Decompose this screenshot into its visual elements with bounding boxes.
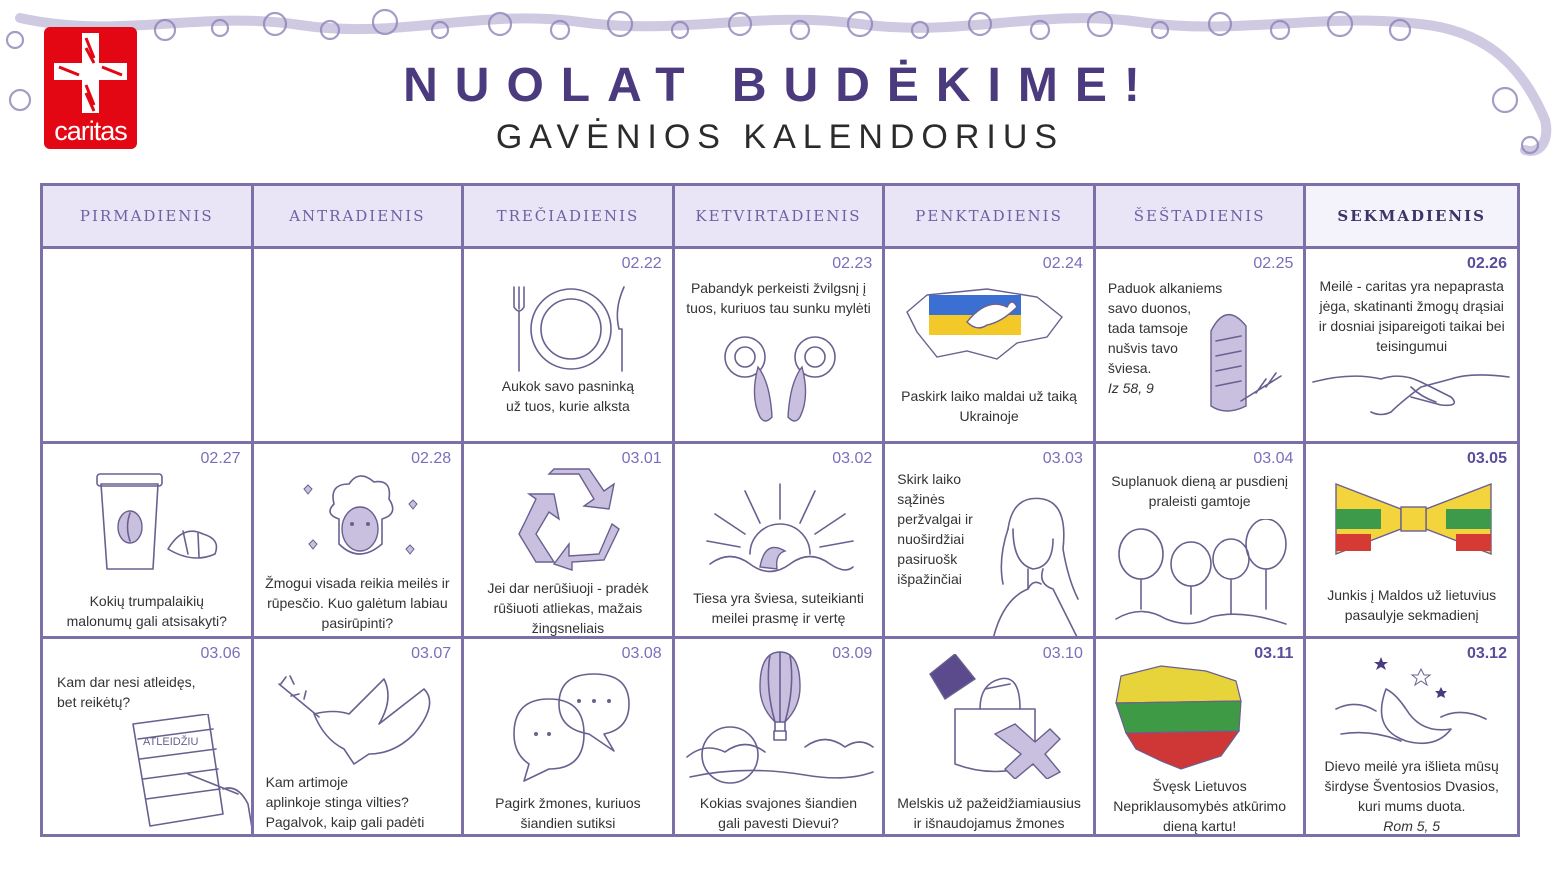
hot-air-balloon-icon [685, 647, 875, 787]
cell-text: nušvis tavo [1107, 340, 1178, 356]
cell-text: Tiesa yra šviesa, suteikianti [693, 590, 864, 606]
cell-text: Melskis už pažeidžiamiausius [897, 795, 1081, 811]
calendar-cell-0303 [885, 444, 1096, 639]
day-header-thursday: KETVIRTADIENIS [675, 186, 886, 249]
coffee-croissant-icon [93, 469, 223, 574]
cell-text: Kam dar nesi atleidęs, [57, 674, 196, 690]
cell-text: pasirūpinti? [321, 615, 394, 631]
cell-text: nuoširdžiai [897, 531, 965, 547]
cell-text: Meilė - caritas yra nepaprasta [1319, 278, 1504, 294]
moon-stars-icon [1331, 649, 1491, 754]
cell-text: širdyse Šventosios Dvasios, [1324, 778, 1499, 794]
calendar-cell-0311 [1096, 639, 1307, 834]
cell-date: 02.25 [1253, 255, 1294, 272]
cell-text: kuri mums duota. [1358, 798, 1466, 814]
cell-date: 02.26 [1466, 255, 1507, 272]
calendar-cell-0226 [1306, 249, 1517, 444]
calendar-cell-0227 [43, 444, 254, 639]
calendar-cell-0228 [254, 444, 465, 639]
calendar-cell-empty [254, 249, 465, 444]
cell-date: 03.08 [621, 645, 662, 662]
lent-calendar [40, 183, 1520, 837]
cell-text: Junkis į Maldos už lietuvius [1327, 587, 1497, 603]
calendar-cell-0306 [43, 639, 254, 834]
cell-text: Ukrainoje [959, 408, 1019, 424]
bow-tie-icon [1331, 479, 1496, 559]
notebook-writing-icon [128, 714, 253, 834]
bread-icon [1196, 301, 1291, 419]
cell-date: 02.23 [832, 255, 873, 272]
sunrise-wave-icon [705, 479, 855, 579]
scripture-reference: Iz 58, 9 [1107, 380, 1154, 396]
cell-text: išpažinčiai [897, 571, 962, 587]
cell-date: 03.09 [832, 645, 873, 662]
cell-text: aplinkoje stinga vilties? [265, 794, 409, 810]
cell-text: Švęsk Lietuvos [1152, 778, 1247, 794]
day-header-friday: PENKTADIENIS [885, 186, 1096, 249]
calendar-cell-0222 [464, 249, 675, 444]
cell-text: šiandien sutiksi [520, 815, 616, 831]
cell-text: už tuos, kurie alksta [506, 398, 630, 414]
cell-text: žingsneliais [531, 620, 605, 636]
cell-date: 03.04 [1253, 450, 1294, 467]
cell-text: bet reikėtų? [57, 694, 131, 710]
pocket-cross-icon [925, 654, 1065, 779]
cell-text: malonumų gali atsisakyti? [66, 613, 227, 629]
cell-text: rūšiuoti atliekas, mažais [493, 600, 643, 616]
cell-date: 03.10 [1042, 645, 1083, 662]
cell-text: meilei prasmę ir vertę [711, 610, 846, 626]
cell-text: jėga, skatinanti žmogų drąsiai [1319, 298, 1504, 314]
speech-bubbles-icon [504, 669, 634, 784]
trees-icon [1111, 519, 1291, 634]
calendar-cell-0309 [675, 639, 886, 834]
cell-text: ir dosniai įsipareigoti taikai bei [1318, 318, 1505, 334]
thinking-woman-icon [983, 489, 1083, 639]
page-title: NUOLAT BUDĖKIME! [403, 59, 1157, 112]
logo-text: caritas [54, 116, 127, 146]
calendar-cell-0307 [254, 639, 465, 834]
calendar-cell-empty [43, 249, 254, 444]
cell-text: tada tamsoje [1107, 320, 1189, 336]
day-header-sunday: SEKMADIENIS [1306, 186, 1517, 249]
caritas-cross-icon [54, 33, 127, 113]
rams-icon [720, 327, 840, 427]
cell-text: Žmogui visada reikia meilės ir [265, 575, 450, 591]
plate-fork-knife-icon [509, 279, 634, 379]
calendar-cell-0225 [1096, 249, 1307, 444]
cell-date: 03.12 [1466, 645, 1507, 662]
cell-date: 03.06 [200, 645, 241, 662]
page-subtitle: GAVĖNIOS KALENDORIUS [495, 118, 1065, 156]
cell-date: 03.02 [832, 450, 873, 467]
cell-text: peržvalgai ir [897, 511, 973, 527]
cell-text: Paduok alkaniems [1107, 280, 1223, 296]
cell-text: tuos, kuriuos tau sunku mylėti [686, 300, 871, 316]
cell-text: Pagirk žmones, kuriuos [495, 795, 641, 811]
calendar-cell-0305 [1306, 444, 1517, 639]
cell-text: gali pavesti Dievui? [718, 815, 839, 831]
cell-text: teisingumui [1376, 338, 1448, 354]
cell-text: pasaulyje sekmadienį [1344, 607, 1479, 623]
cell-text: rūpesčio. Kuo galėtum labiau [267, 595, 448, 611]
calendar-cell-0312 [1306, 639, 1517, 834]
handshake-icon [1311, 357, 1511, 419]
calendar-cell-0308 [464, 639, 675, 834]
scripture-reference: Rom 5, 5 [1383, 818, 1441, 834]
notebook-note: ATLEIDŽIU [143, 736, 199, 748]
calendar-cell-0302 [675, 444, 886, 639]
cell-text: pasiruošk [897, 551, 958, 567]
cell-date: 02.24 [1042, 255, 1083, 272]
day-header-monday: PIRMADIENIS [43, 186, 254, 249]
cell-text: Skirk laiko [897, 471, 962, 487]
cell-date: 03.11 [1254, 645, 1294, 662]
cell-date: 03.05 [1466, 450, 1507, 467]
sheep-hearts-icon [294, 464, 424, 564]
cell-text: ir išnaudojamus žmones [913, 815, 1065, 831]
cell-text: Suplanuok dieną ar pusdienį [1111, 473, 1288, 489]
cell-text: Pagalvok, kaip gali padėti [265, 814, 425, 830]
cell-text: Kokių trumpalaikių [89, 593, 204, 609]
calendar-cell-0304 [1096, 444, 1307, 639]
lithuania-map-icon [1111, 661, 1251, 771]
caritas-logo [44, 27, 137, 149]
cell-text: dieną kartu! [1163, 818, 1237, 834]
cell-text: Kokias svajones šiandien [699, 795, 858, 811]
cell-text: Aukok savo pasninką [501, 378, 635, 394]
cell-text: Pabandyk perkeisti žvilgsnį į [690, 280, 867, 296]
day-header-saturday: ŠEŠTADIENIS [1096, 186, 1307, 249]
cell-text: Jei dar nerūšiuoji - pradėk [487, 580, 649, 596]
day-header-tuesday: ANTRADIENIS [254, 186, 465, 249]
cell-date: 02.28 [411, 450, 452, 467]
cell-date: 03.07 [411, 645, 452, 662]
cell-date: 03.01 [621, 450, 662, 467]
recycle-icon [514, 464, 624, 572]
calendar-cell-0224 [885, 249, 1096, 444]
cell-text: savo duonos, [1107, 300, 1192, 316]
cell-date: 02.27 [200, 450, 241, 467]
cell-text: Paskirk laiko maldai už taiką [901, 388, 1077, 404]
cell-date: 03.03 [1042, 450, 1083, 467]
cell-text: Kam artimoje [265, 774, 349, 790]
cell-date: 02.22 [621, 255, 662, 272]
cell-text: sąžinės [897, 491, 945, 507]
dove-olive-icon [274, 669, 454, 769]
calendar-cell-0223 [675, 249, 886, 444]
cell-text: Nepriklausomybės atkūrimo [1113, 798, 1286, 814]
calendar-cell-0301 [464, 444, 675, 639]
calendar-cell-0310 [885, 639, 1096, 834]
cell-text: šviesa. [1107, 360, 1152, 376]
ukraine-dove-icon [897, 277, 1077, 372]
cell-text: praleisti gamtoje [1148, 493, 1251, 509]
cell-text: Dievo meilė yra išlieta mūsų [1324, 758, 1499, 774]
day-header-wednesday: TREČIADIENIS [464, 186, 675, 249]
